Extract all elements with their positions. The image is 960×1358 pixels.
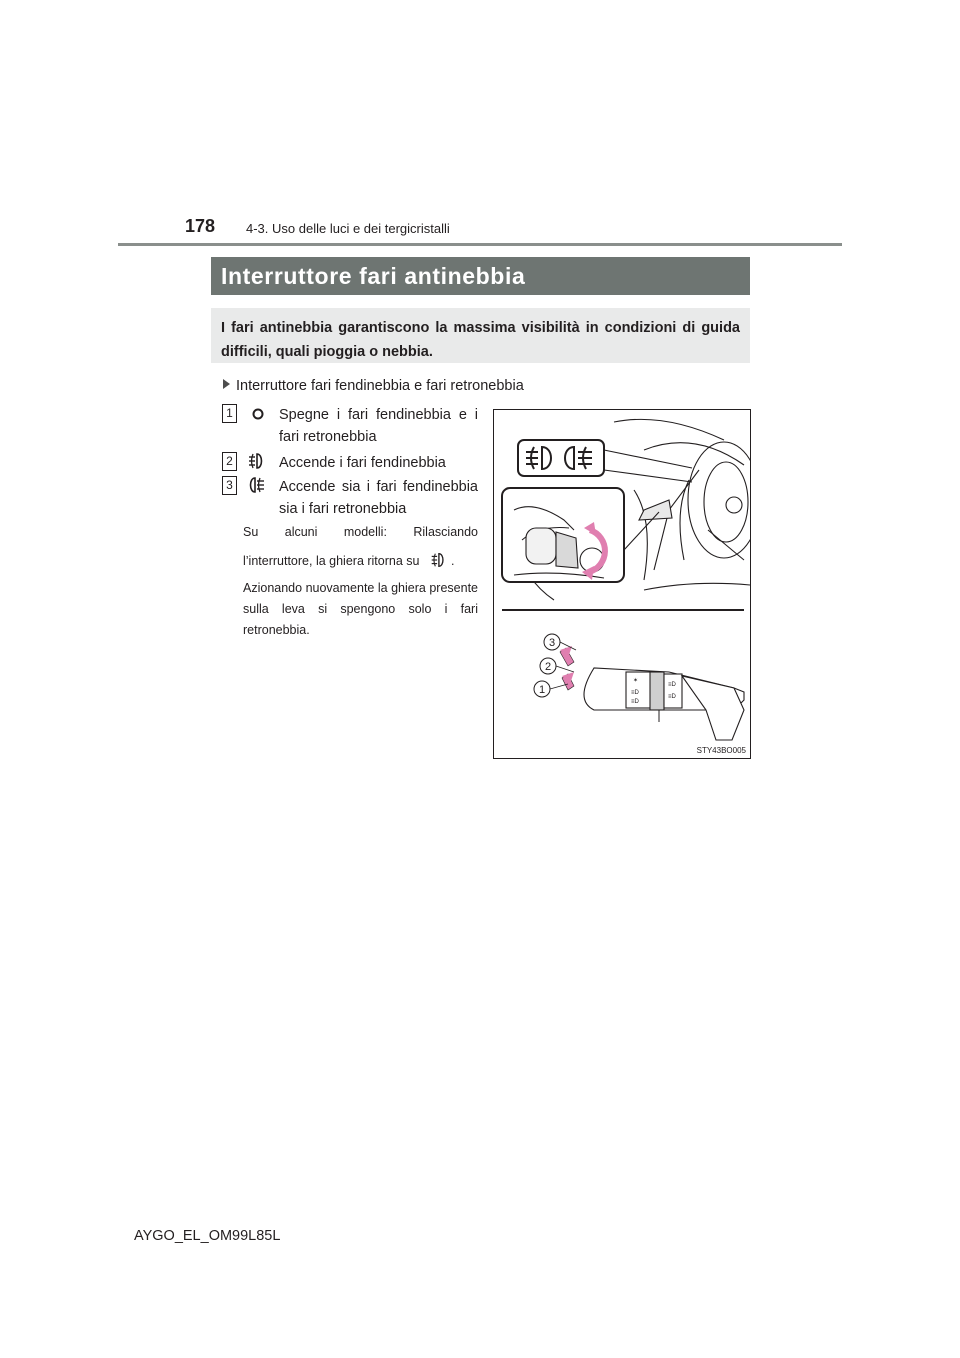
figure-code: STY43BO005 <box>696 746 746 755</box>
footer-code: AYGO_EL_OM99L85L <box>134 1228 281 1244</box>
callout-2: 2 <box>544 661 552 673</box>
item-number-1: 1 <box>222 404 237 423</box>
switch-illustration <box>493 409 751 759</box>
fog-switch-diagram <box>494 410 750 758</box>
svg-text:≡D: ≡D <box>631 690 639 696</box>
item-text-3: Accende sia i fari fendinebbia sia i fari retronebbia <box>279 479 478 517</box>
note-2: Azionando nuovamente la ghiera presente sulla leva si spengono solo i fari retronebbia. <box>243 581 478 637</box>
callout-1: 1 <box>538 684 546 696</box>
svg-text:≡D: ≡D <box>668 682 676 688</box>
intro-box <box>211 308 750 363</box>
title-bar <box>211 257 750 295</box>
front-fog-light-icon <box>246 451 266 471</box>
item-number-3: 3 <box>222 476 237 495</box>
svg-text:≡D: ≡D <box>631 699 639 705</box>
svg-text:≡D: ≡D <box>668 694 676 700</box>
subheading <box>223 378 524 394</box>
triangle-bullet-icon <box>223 379 230 389</box>
item-number-2: 2 <box>222 452 237 471</box>
callout-3: 3 <box>548 637 556 649</box>
page-title: Interruttore fari antinebbia <box>221 263 526 289</box>
section-title: 4-3. Uso delle luci e dei tergicristalli <box>246 221 450 236</box>
front-fog-light-inline-icon <box>429 551 447 569</box>
note-1-line-2 <box>243 551 454 572</box>
note-1-end: . <box>450 554 455 568</box>
off-circle-icon <box>248 404 268 424</box>
intro-text: I fari antinebbia garantiscono la massima visibilità in condizioni di guida difficili, quali pioggia o nebbia. <box>221 320 740 360</box>
svg-text:✶: ✶ <box>633 678 639 684</box>
page-number: 178 <box>185 216 216 236</box>
note-1-text: l’interruttore, la ghiera ritorna su <box>243 554 420 568</box>
item-text-1: Spegne i fari fendinebbia e i fari retronebbia <box>279 407 478 445</box>
rear-fog-light-icon <box>246 475 266 495</box>
note-1-line-1: Su alcuni modelli: Rilasciando <box>243 525 478 539</box>
header-rule <box>118 243 842 246</box>
subheading-text: Interruttore fari fendinebbia e fari retronebbia <box>236 378 524 394</box>
item-text-2: Accende i fari fendinebbia <box>279 455 446 471</box>
